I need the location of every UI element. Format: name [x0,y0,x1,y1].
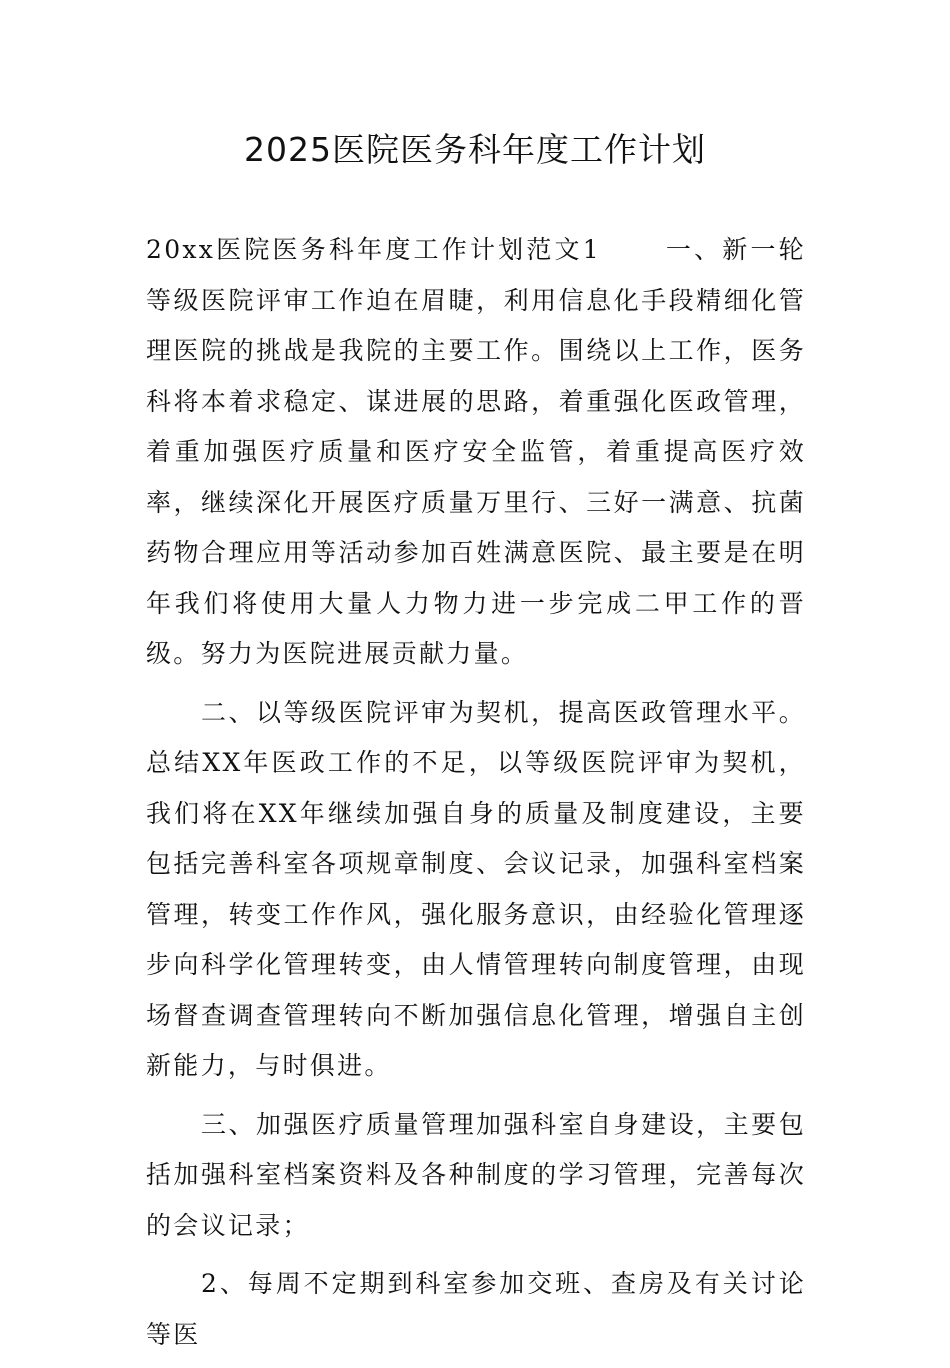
paragraph-1-text: 一、新一轮等级医院评审工作迫在眉睫，利用信息化手段精细化管理医院的挑战是我院的主要工作。围绕以上工作，医务科将本着求稳定、谋进展的思路，着重强化医政管理，着重加强医疗质量和医疗安全监管，着重提高医疗效率，继续深化开展医疗质量万里行、三好一满意、抗菌药物合理应用等活动参加百姓满意医院、最主要是在明年我们将使用大量人力物力进一步完成二甲工作的晋级。努力为医院进展贡献力量。 [146,235,806,668]
paragraph-4: 2、每周不定期到科室参加交班、查房及有关讨论等医 [146,1269,806,1349]
paragraph-2: 二、以等级医院评审为契机，提高医政管理水平。总结XX年医政工作的不足，以等级医院评审为契机，我们将在XX年继续加强自身的质量及制度建设，主要包括完善科室各项规章制度、会议记录，加强科室档案管理，转变工作作风，强化服务意识，由经验化管理逐步向科学化管理转变，由人情管理转向制度管理，由现场督查调查管理转向不断加强信息化管理，增强自主创新能力，与时俱进。 [146,697,806,1080]
paragraph-3: 三、加强医疗质量管理加强科室自身建设，主要包括加强科室档案资料及各种制度的学习管理，完善每次的会议记录； [146,1109,806,1240]
paragraph-1 [146,225,806,680]
document-body [146,225,806,1368]
document-title: 2025医院医务科年度工作计划 [244,130,706,169]
intro-label: 20xx医院医务科年度工作计划范文1 [146,235,601,264]
